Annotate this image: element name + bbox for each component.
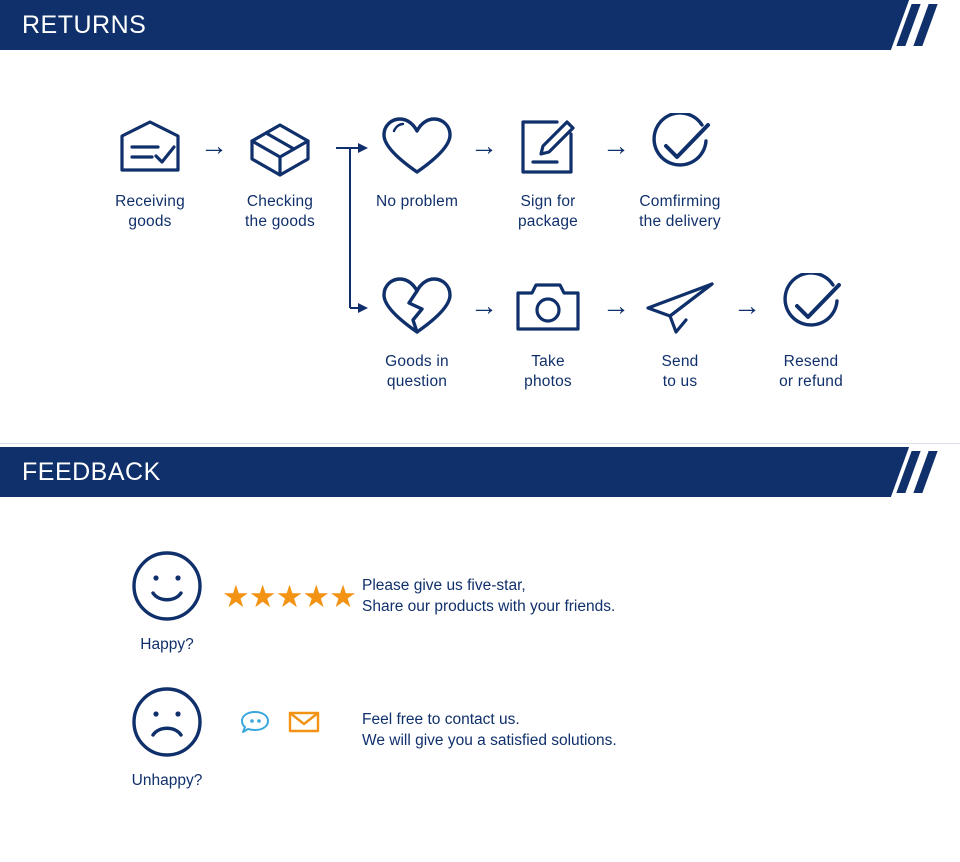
unhappy-message-line1: Feel free to contact us. [362, 711, 520, 728]
flow-arrow-2: → [470, 130, 498, 161]
camera-icon [478, 268, 618, 346]
open-box-icon [210, 108, 350, 186]
flow-node-receiving-goods [80, 108, 220, 232]
flow-node-label: Checking the goods [245, 193, 315, 230]
unhappy-block [92, 685, 242, 790]
flow-node-confirming-the-delivery [610, 108, 750, 232]
happy-message-line1: Please give us five-star, [362, 577, 526, 594]
flow-node-label: Goods in question [385, 353, 449, 390]
flow-node-label: Comfirming the delivery [639, 193, 721, 230]
flow-arrow-5: → [602, 290, 630, 321]
returns-flow [0, 50, 960, 435]
flow-node-sign-for-package [478, 108, 618, 232]
flow-arrow-3: → [602, 130, 630, 161]
returns-title: RETURNS [22, 11, 147, 39]
flow-node-label: Sign for package [517, 193, 578, 230]
envelope-icon[interactable] [288, 710, 320, 739]
banner-stripes-icon [870, 447, 942, 497]
chat-bubble-icon[interactable] [240, 709, 270, 740]
flow-arrow-1: → [200, 130, 228, 161]
contact-icons [240, 709, 320, 740]
happy-block [92, 549, 242, 654]
broken-heart-icon [347, 268, 487, 346]
unhappy-label: Unhappy? [131, 772, 203, 789]
unhappy-message-line2: We will give you a satisfied solutions. [362, 732, 617, 749]
flow-node-label: Take photos [524, 353, 572, 390]
flow-node-take-photos [478, 268, 618, 392]
happy-label: Happy? [140, 636, 194, 653]
paper-plane-icon [610, 268, 750, 346]
heart-icon [347, 108, 487, 186]
flow-node-label: No problem [375, 193, 459, 210]
flow-arrow-6: → [733, 290, 761, 321]
flow-node-send-to-us [610, 268, 750, 392]
feedback-section [0, 497, 960, 852]
sign-document-icon [478, 108, 618, 186]
check-circle-icon [741, 268, 881, 346]
flow-node-resend-or-refund [741, 268, 881, 392]
returns-banner [0, 0, 960, 50]
feedback-title: FEEDBACK [22, 458, 161, 486]
star-rating[interactable]: ★★★★★ [222, 579, 356, 614]
check-circle-icon [610, 108, 750, 186]
flow-node-label: Resend or refund [779, 353, 843, 390]
flow-node-label: Send to us [661, 353, 699, 390]
unhappy-message [362, 709, 617, 751]
happy-message-line2: Share our products with your friends. [362, 598, 616, 615]
flow-arrow-4: → [470, 290, 498, 321]
flow-node-label: Receiving goods [115, 193, 185, 230]
happy-message [362, 575, 615, 617]
inbox-check-icon [80, 108, 220, 186]
feedback-banner [0, 447, 960, 497]
smiley-sad-icon [92, 685, 242, 764]
banner-stripes-icon [870, 0, 942, 50]
flow-node-goods-in-question [347, 268, 487, 392]
smiley-happy-icon [92, 549, 242, 628]
flow-node-no-problem [347, 108, 487, 212]
flow-node-checking-the-goods [210, 108, 350, 232]
section-divider [0, 443, 960, 444]
